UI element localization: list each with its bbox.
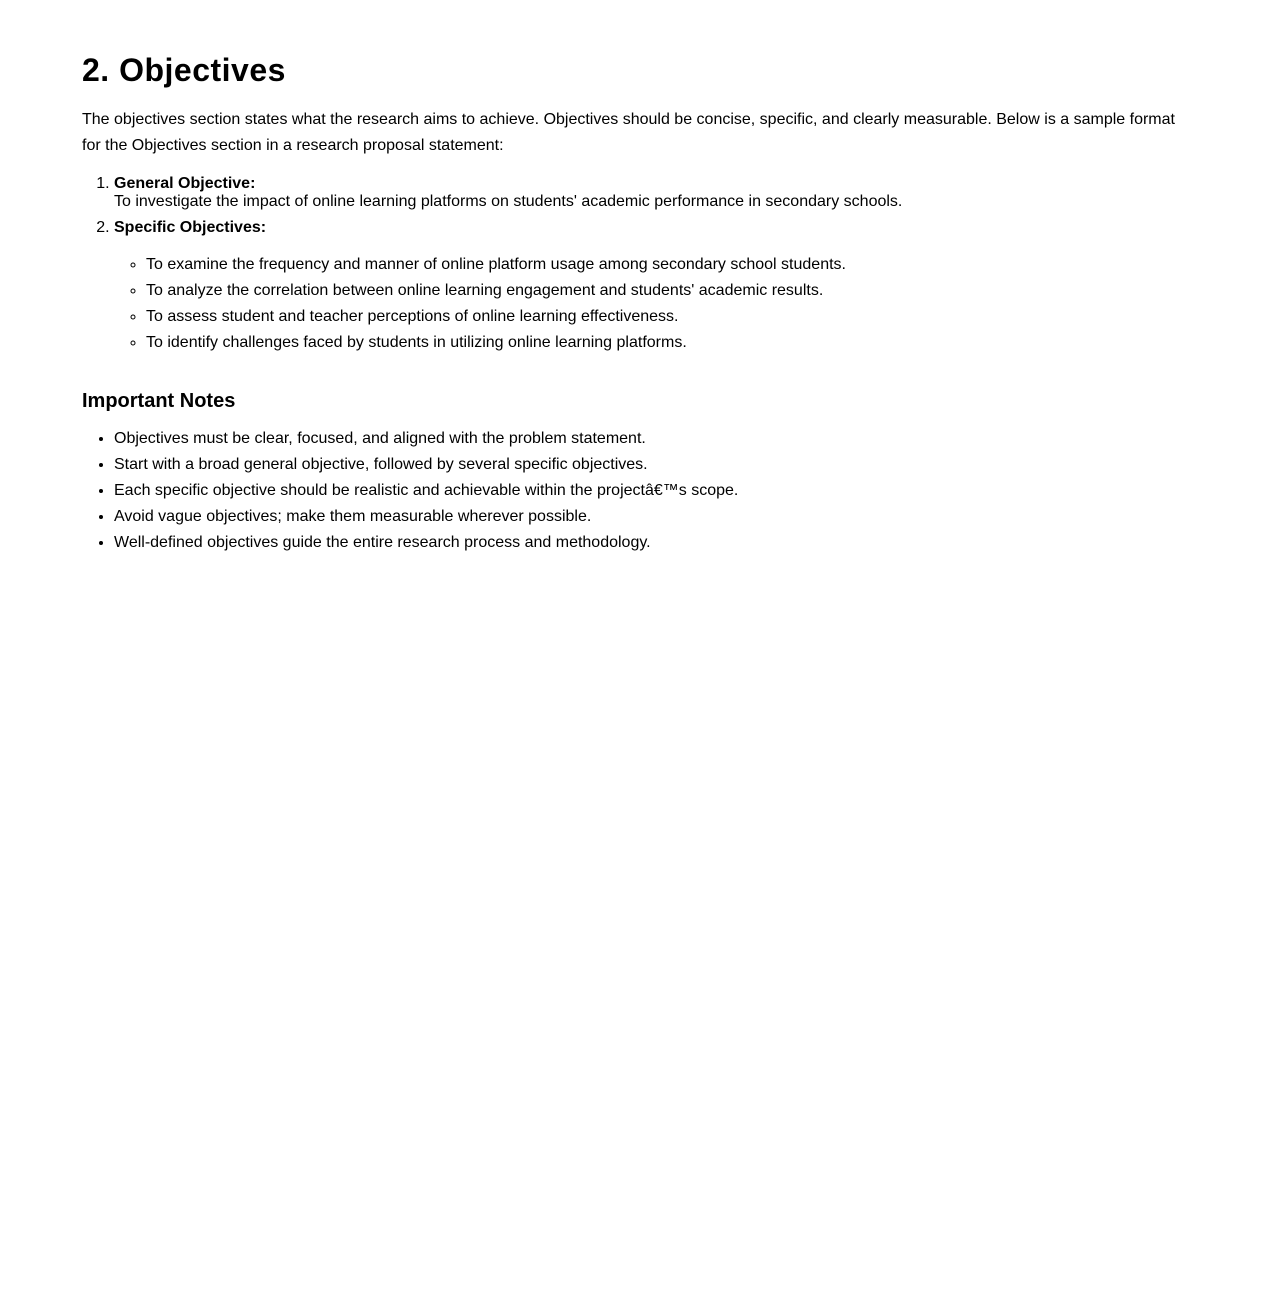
list-item: • Objectives must be clear, focused, and aligned with the problem statement. (114, 426, 1196, 452)
specific-objectives-item (114, 219, 1196, 356)
list-item: • Well-defined objectives guide the entire research process and methodology. (114, 530, 1196, 556)
list-item: ◦ To assess student and teacher perceptions of online learning effectiveness. (146, 304, 1196, 330)
general-objective-text: To investigate the impact of online learning platforms on students' academic performance in secondary schools. (114, 193, 903, 210)
notes-list (82, 426, 1196, 556)
objectives-list (82, 175, 1196, 356)
page-title: 2. Objectives (82, 52, 286, 88)
intro-paragraph: The objectives section states what the research aims to achieve. Objectives should be concise, specific, and clearly measurable. Below is a sample format for the Objectives section in a research proposal statement: (82, 111, 1175, 154)
specific-objectives-list (114, 252, 1196, 356)
notes-heading: Important Notes (82, 390, 236, 412)
list-item: • Start with a broad general objective, followed by several specific objectives. (114, 452, 1196, 478)
general-objective-label: General Objective: (114, 175, 256, 192)
list-item: • Each specific objective should be realistic and achievable within the projectâ€™s scope. (114, 478, 1196, 504)
list-item: • Avoid vague objectives; make them measurable wherever possible. (114, 504, 1196, 530)
list-item: ◦ To examine the frequency and manner of online platform usage among secondary school students. (146, 252, 1196, 278)
list-item: ◦ To identify challenges faced by students in utilizing online learning platforms. (146, 330, 1196, 356)
general-objective-item (114, 175, 1196, 211)
list-item: ◦ To analyze the correlation between online learning engagement and students' academic results. (146, 278, 1196, 304)
specific-objectives-label: Specific Objectives: (114, 219, 267, 236)
